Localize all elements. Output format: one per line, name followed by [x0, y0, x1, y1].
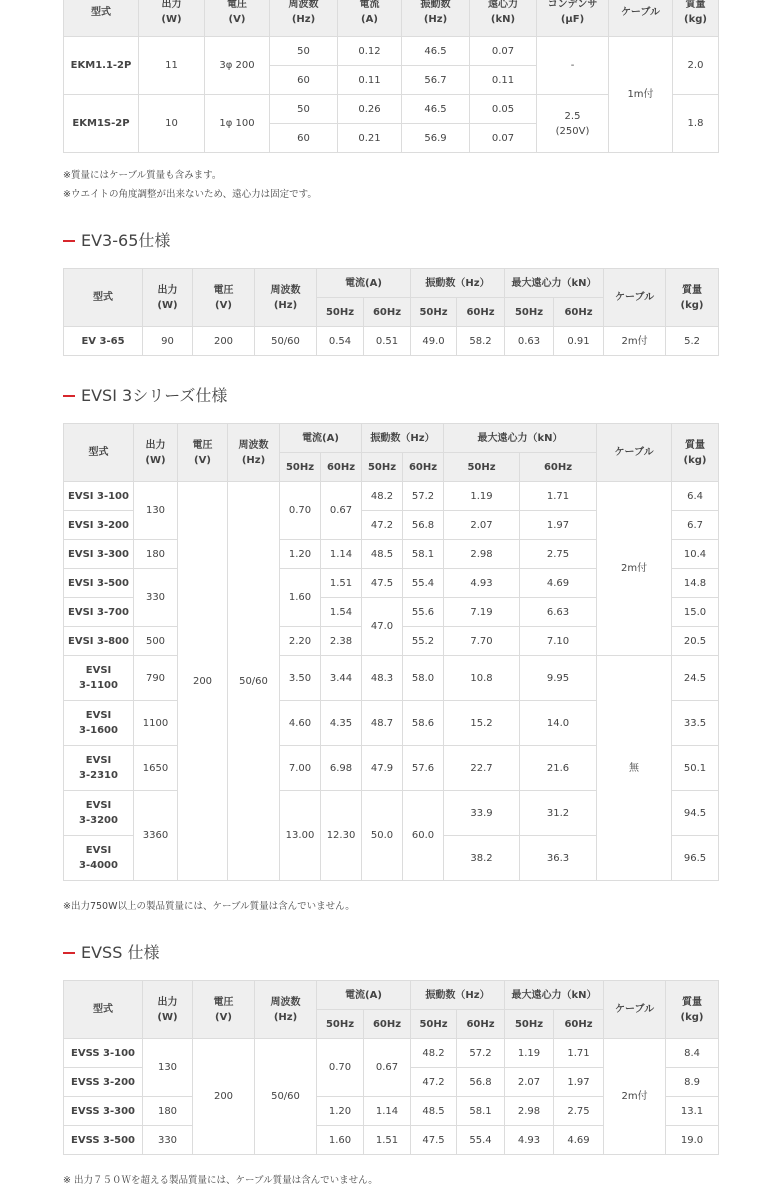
mass-cell: 96.5 [672, 836, 719, 881]
force-cell: 0.05 [470, 95, 537, 124]
vibration-60-cell: 55.6 [403, 598, 444, 627]
subcol-50hz: 50Hz [411, 1010, 457, 1039]
subcol-50hz: 50Hz [317, 298, 364, 327]
subcol-60hz: 60Hz [403, 453, 444, 482]
voltage-cell: 3φ 200 [205, 37, 270, 95]
col-current: 電流(A) [317, 981, 411, 1010]
model-cell: EV 3-65 [64, 327, 143, 356]
subcol-60hz: 60Hz [321, 453, 362, 482]
force-50-cell: 2.07 [505, 1068, 554, 1097]
force-60-cell: 1.71 [554, 1039, 604, 1068]
force-50-cell: 1.19 [444, 482, 520, 511]
note-evss: ※ 出力７５０Ｗを超える製品質量には、ケーブル質量は含んでいません。 [63, 1175, 378, 1186]
vibration-50-cell: 47.0 [362, 598, 403, 656]
current-60-cell: 12.30 [321, 791, 362, 881]
vibration-60-cell: 56.8 [403, 511, 444, 540]
col-force: 最大遠心力（kN） [505, 981, 604, 1010]
section-title: EVSS 仕様 [81, 943, 160, 962]
col-output: 出力 (W) [143, 981, 193, 1039]
col-frequency: 周波数 (Hz) [270, 0, 338, 37]
section-heading-ev3-65 [63, 228, 170, 251]
model-cell: EVSI 3-3200 [64, 791, 134, 836]
output-cell: 500 [134, 627, 178, 656]
force-50-cell: 7.70 [444, 627, 520, 656]
subcol-50hz: 50Hz [444, 453, 520, 482]
col-vibration: 振動数 (Hz) [402, 0, 470, 37]
mass-cell: 20.5 [672, 627, 719, 656]
vibration-50-cell: 49.0 [411, 327, 457, 356]
frequency-cell: 50 [270, 95, 338, 124]
force-cell: 0.11 [470, 66, 537, 95]
vibration-60-cell: 55.2 [403, 627, 444, 656]
model-cell: EVSI 3-500 [64, 569, 134, 598]
current-60-cell: 4.35 [321, 701, 362, 746]
current-50-cell: 3.50 [280, 656, 321, 701]
current-60-cell: 3.44 [321, 656, 362, 701]
note-force: ※ウエイトの角度調整が出来ないため、遠心力は固定です。 [63, 189, 317, 200]
col-output: 出力 (W) [143, 269, 193, 327]
current-cell: 0.26 [338, 95, 402, 124]
col-model: 型式 [64, 0, 139, 37]
vibration-60-cell: 56.8 [457, 1068, 505, 1097]
subcol-50hz: 50Hz [362, 453, 403, 482]
force-50-cell: 1.19 [505, 1039, 554, 1068]
force-60-cell: 36.3 [520, 836, 597, 881]
subcol-50hz: 50Hz [411, 298, 457, 327]
mass-cell: 13.1 [666, 1097, 719, 1126]
col-current: 電流(A) [317, 269, 411, 298]
frequency-cell: 50/60 [255, 1039, 317, 1155]
current-60-cell: 6.98 [321, 746, 362, 791]
col-vibration: 振動数（Hz） [411, 269, 505, 298]
force-50-cell: 2.07 [444, 511, 520, 540]
current-60-cell: 1.54 [321, 598, 362, 627]
section-heading-evsi3 [63, 383, 227, 406]
vibration-60-cell: 55.4 [403, 569, 444, 598]
col-frequency: 周波数 (Hz) [255, 269, 317, 327]
model-cell: EVSI 3-4000 [64, 836, 134, 881]
col-force: 最大遠心力（kN） [505, 269, 604, 298]
subcol-60hz: 60Hz [364, 298, 411, 327]
col-mass: 質量 (kg) [666, 269, 719, 327]
voltage-cell: 1φ 100 [205, 95, 270, 153]
vibration-50-cell: 48.5 [362, 540, 403, 569]
output-cell: 180 [134, 540, 178, 569]
current-50-cell: 1.20 [280, 540, 321, 569]
section-title: EVSI 3シリーズ仕様 [81, 386, 228, 405]
subcol-60hz: 60Hz [554, 1010, 604, 1039]
mass-cell: 8.4 [666, 1039, 719, 1068]
subcol-50hz: 50Hz [317, 1010, 364, 1039]
force-cell: 0.07 [470, 124, 537, 153]
subcol-60hz: 60Hz [457, 1010, 505, 1039]
note-mass: ※質量にはケーブル質量も含みます。 [63, 170, 222, 181]
output-cell: 180 [143, 1097, 193, 1126]
current-60-cell: 1.51 [321, 569, 362, 598]
vibration-60-cell: 57.2 [403, 482, 444, 511]
current-60-cell: 1.14 [321, 540, 362, 569]
col-mass: 質量 (kg) [666, 981, 719, 1039]
col-model: 型式 [64, 424, 134, 482]
frequency-cell: 50/60 [228, 482, 280, 881]
current-50-cell: 2.20 [280, 627, 321, 656]
output-cell: 130 [134, 482, 178, 540]
col-voltage: 電圧 (V) [178, 424, 228, 482]
accent-bar [63, 952, 75, 954]
frequency-cell: 60 [270, 66, 338, 95]
table-row [64, 327, 719, 356]
voltage-cell: 200 [193, 1039, 255, 1155]
section-heading-evss [63, 940, 159, 963]
col-current: 電流 (A) [338, 0, 402, 37]
force-50-cell: 0.63 [505, 327, 554, 356]
mass-cell: 1.8 [673, 95, 719, 153]
col-cable: ケーブル [604, 981, 666, 1039]
col-force: 遠心力 (kN) [470, 0, 537, 37]
col-cable: ケーブル [597, 424, 672, 482]
vibration-50-cell: 47.5 [362, 569, 403, 598]
model-cell: EVSI 3-1600 [64, 701, 134, 746]
cable-cell: 2m付 [604, 327, 666, 356]
vibration-50-cell: 48.7 [362, 701, 403, 746]
col-vibration: 振動数（Hz） [362, 424, 444, 453]
model-cell: EKM1S-2P [64, 95, 139, 153]
output-cell: 10 [139, 95, 205, 153]
ekm-spec-table [63, 0, 719, 153]
model-cell: EVSI 3-200 [64, 511, 134, 540]
cable-cell: 1m付 [609, 37, 673, 153]
col-output: 出力 (W) [134, 424, 178, 482]
mass-cell: 24.5 [672, 656, 719, 701]
vibration-50-cell: 48.2 [362, 482, 403, 511]
mass-cell: 6.7 [672, 511, 719, 540]
col-mass: 質量 (kg) [673, 0, 719, 37]
force-50-cell: 4.93 [505, 1126, 554, 1155]
force-60-cell: 21.6 [520, 746, 597, 791]
model-cell: EVSS 3-200 [64, 1068, 143, 1097]
col-model: 型式 [64, 269, 143, 327]
mass-cell: 94.5 [672, 791, 719, 836]
model-cell: EVSI 3-800 [64, 627, 134, 656]
current-50-cell: 1.20 [317, 1097, 364, 1126]
mass-cell: 15.0 [672, 598, 719, 627]
output-cell: 130 [143, 1039, 193, 1097]
force-60-cell: 2.75 [554, 1097, 604, 1126]
force-50-cell: 33.9 [444, 791, 520, 836]
force-60-cell: 9.95 [520, 656, 597, 701]
col-model: 型式 [64, 981, 143, 1039]
frequency-cell: 50/60 [255, 327, 317, 356]
mass-cell: 6.4 [672, 482, 719, 511]
output-cell: 3360 [134, 791, 178, 881]
vibration-60-cell: 58.1 [403, 540, 444, 569]
subcol-50hz: 50Hz [505, 298, 554, 327]
col-force: 最大遠心力（kN） [444, 424, 597, 453]
vibration-60-cell: 57.2 [457, 1039, 505, 1068]
mass-cell: 5.2 [666, 327, 719, 356]
model-cell: EVSI 3-2310 [64, 746, 134, 791]
current-60-cell: 0.51 [364, 327, 411, 356]
force-60-cell: 1.71 [520, 482, 597, 511]
output-cell: 11 [139, 37, 205, 95]
current-50-cell: 1.60 [280, 569, 321, 627]
vibration-50-cell: 48.3 [362, 656, 403, 701]
force-50-cell: 38.2 [444, 836, 520, 881]
subcol-50hz: 50Hz [280, 453, 321, 482]
force-60-cell: 31.2 [520, 791, 597, 836]
vibration-60-cell: 57.6 [403, 746, 444, 791]
force-50-cell: 2.98 [444, 540, 520, 569]
frequency-cell: 50 [270, 37, 338, 66]
vibration-cell: 56.7 [402, 66, 470, 95]
col-mass: 質量 (kg) [672, 424, 719, 482]
current-60-cell: 1.14 [364, 1097, 411, 1126]
force-50-cell: 7.19 [444, 598, 520, 627]
current-60-cell: 1.51 [364, 1126, 411, 1155]
mass-cell: 2.0 [673, 37, 719, 95]
model-cell: EVSI 3-300 [64, 540, 134, 569]
output-cell: 90 [143, 327, 193, 356]
vibration-cell: 46.5 [402, 37, 470, 66]
accent-bar [63, 240, 75, 242]
vibration-60-cell: 58.1 [457, 1097, 505, 1126]
accent-bar [63, 395, 75, 397]
vibration-cell: 46.5 [402, 95, 470, 124]
mass-cell: 50.1 [672, 746, 719, 791]
force-60-cell: 1.97 [554, 1068, 604, 1097]
mass-cell: 10.4 [672, 540, 719, 569]
subcol-60hz: 60Hz [554, 298, 604, 327]
output-cell: 1100 [134, 701, 178, 746]
col-frequency: 周波数 (Hz) [228, 424, 280, 482]
force-60-cell: 2.75 [520, 540, 597, 569]
table-row [64, 37, 719, 66]
col-output: 出力 (W) [139, 0, 205, 37]
force-60-cell: 0.91 [554, 327, 604, 356]
col-cable: ケーブル [609, 0, 673, 37]
frequency-cell: 60 [270, 124, 338, 153]
output-cell: 790 [134, 656, 178, 701]
vibration-50-cell: 50.0 [362, 791, 403, 881]
vibration-50-cell: 48.2 [411, 1039, 457, 1068]
vibration-50-cell: 47.2 [362, 511, 403, 540]
evsi3-spec-table [63, 423, 719, 881]
current-50-cell: 0.70 [317, 1039, 364, 1097]
force-50-cell: 15.2 [444, 701, 520, 746]
current-50-cell: 4.60 [280, 701, 321, 746]
current-60-cell: 2.38 [321, 627, 362, 656]
vibration-cell: 56.9 [402, 124, 470, 153]
model-cell: EVSS 3-500 [64, 1126, 143, 1155]
model-cell: EVSI 3-1100 [64, 656, 134, 701]
current-cell: 0.12 [338, 37, 402, 66]
mass-cell: 33.5 [672, 701, 719, 746]
force-cell: 0.07 [470, 37, 537, 66]
col-vibration: 振動数（Hz） [411, 981, 505, 1010]
table-row [64, 482, 719, 511]
force-50-cell: 22.7 [444, 746, 520, 791]
voltage-cell: 200 [193, 327, 255, 356]
current-50-cell: 1.60 [317, 1126, 364, 1155]
model-cell: EKM1.1-2P [64, 37, 139, 95]
col-voltage: 電圧 (V) [193, 269, 255, 327]
table-row [64, 1039, 719, 1068]
output-cell: 1650 [134, 746, 178, 791]
vibration-60-cell: 58.0 [403, 656, 444, 701]
current-cell: 0.21 [338, 124, 402, 153]
current-50-cell: 13.00 [280, 791, 321, 881]
vibration-60-cell: 60.0 [403, 791, 444, 881]
capacitor-cell: 2.5 (250V) [537, 95, 609, 153]
output-cell: 330 [134, 569, 178, 627]
model-cell: EVSS 3-300 [64, 1097, 143, 1126]
mass-cell: 14.8 [672, 569, 719, 598]
force-60-cell: 6.63 [520, 598, 597, 627]
force-60-cell: 4.69 [520, 569, 597, 598]
force-60-cell: 4.69 [554, 1126, 604, 1155]
capacitor-cell: - [537, 37, 609, 95]
vibration-60-cell: 58.6 [403, 701, 444, 746]
subcol-60hz: 60Hz [520, 453, 597, 482]
model-cell: EVSS 3-100 [64, 1039, 143, 1068]
current-60-cell: 0.67 [364, 1039, 411, 1097]
current-50-cell: 7.00 [280, 746, 321, 791]
vibration-60-cell: 55.4 [457, 1126, 505, 1155]
model-cell: EVSI 3-100 [64, 482, 134, 511]
cable-cell: 2m付 [604, 1039, 666, 1155]
mass-cell: 19.0 [666, 1126, 719, 1155]
cable-cell: 無 [597, 656, 672, 881]
force-60-cell: 1.97 [520, 511, 597, 540]
vibration-60-cell: 58.2 [457, 327, 505, 356]
voltage-cell: 200 [178, 482, 228, 881]
subcol-60hz: 60Hz [457, 298, 505, 327]
col-frequency: 周波数 (Hz) [255, 981, 317, 1039]
ev3-65-spec-table [63, 268, 719, 356]
evss-spec-table [63, 980, 719, 1155]
vibration-50-cell: 48.5 [411, 1097, 457, 1126]
subcol-60hz: 60Hz [364, 1010, 411, 1039]
vibration-50-cell: 47.9 [362, 746, 403, 791]
model-cell: EVSI 3-700 [64, 598, 134, 627]
col-capacitor: コンデンサ (μF) [537, 0, 609, 37]
current-50-cell: 0.70 [280, 482, 321, 540]
table-row [64, 656, 719, 701]
force-50-cell: 10.8 [444, 656, 520, 701]
vibration-50-cell: 47.2 [411, 1068, 457, 1097]
col-voltage: 電圧 (V) [205, 0, 270, 37]
note-evsi3: ※出力750W以上の製品質量には、ケーブル質量は含んでいません。 [63, 901, 355, 912]
force-50-cell: 4.93 [444, 569, 520, 598]
current-50-cell: 0.54 [317, 327, 364, 356]
cable-cell: 2m付 [597, 482, 672, 656]
section-title: EV3-65仕様 [81, 231, 171, 250]
col-current: 電流(A) [280, 424, 362, 453]
mass-cell: 8.9 [666, 1068, 719, 1097]
vibration-50-cell: 47.5 [411, 1126, 457, 1155]
current-60-cell: 0.67 [321, 482, 362, 540]
col-cable: ケーブル [604, 269, 666, 327]
force-60-cell: 14.0 [520, 701, 597, 746]
force-60-cell: 7.10 [520, 627, 597, 656]
col-voltage: 電圧 (V) [193, 981, 255, 1039]
current-cell: 0.11 [338, 66, 402, 95]
output-cell: 330 [143, 1126, 193, 1155]
subcol-50hz: 50Hz [505, 1010, 554, 1039]
force-50-cell: 2.98 [505, 1097, 554, 1126]
